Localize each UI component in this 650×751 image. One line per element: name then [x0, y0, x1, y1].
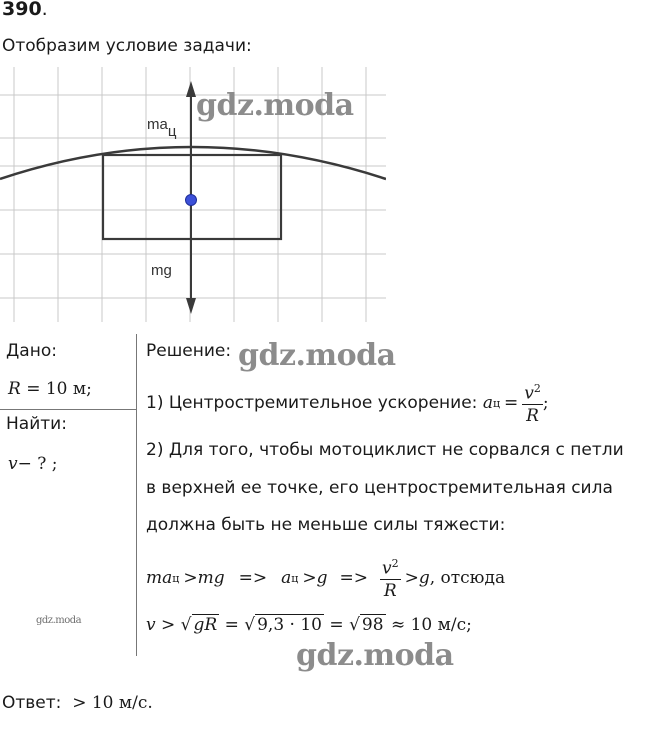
step-2-line-2: в верхней ее точке, его центростремительная сила	[146, 478, 613, 498]
step-2-line-3: должна быть не меньше силы тяжести:	[146, 515, 506, 535]
fraction-v2-r: $\frac{v^2}{R}$	[522, 379, 543, 427]
inequality-line: ma ц > mg => a ц > g => $\frac{v^2}{R}$ > g , отсюда	[146, 552, 505, 604]
label-mg: mg	[151, 262, 172, 279]
horizontal-divider	[0, 409, 136, 410]
step-2-line-1: 2) Для того, чтобы мотоциклист не сорвался с петли	[146, 440, 624, 460]
result-line: v > √ gR = √ 9,3 · 10 = √ 98 ≈ 10 м/с;	[146, 615, 472, 635]
problem-number: 390.	[2, 0, 48, 20]
watermark: gdz.moda	[238, 338, 396, 373]
find-title: Найти:	[6, 414, 67, 434]
arrow-up-head	[186, 81, 196, 97]
given-title: Дано:	[6, 341, 57, 361]
solution-title: Решение:	[146, 341, 232, 361]
vertical-divider	[136, 334, 137, 656]
watermark: gdz.moda	[36, 615, 82, 626]
watermark: gdz.moda	[196, 88, 354, 123]
given-r: R = 10 м;	[8, 379, 92, 399]
intro-text: Отобразим условие задачи:	[2, 36, 252, 56]
find-v: v− ? ;	[8, 454, 58, 474]
watermark: gdz.moda	[296, 638, 454, 673]
center-dot	[186, 195, 197, 206]
step-1: 1) Центростремительное ускорение: a ц = $\frac{v^2}{R}$ ;	[146, 378, 549, 428]
answer: Ответ: > 10 м/с.	[2, 693, 153, 713]
fraction-v2-r: $\frac{v^2}{R}$	[380, 554, 401, 602]
arrow-down-head	[186, 298, 196, 314]
label-ma: maц	[147, 116, 177, 140]
